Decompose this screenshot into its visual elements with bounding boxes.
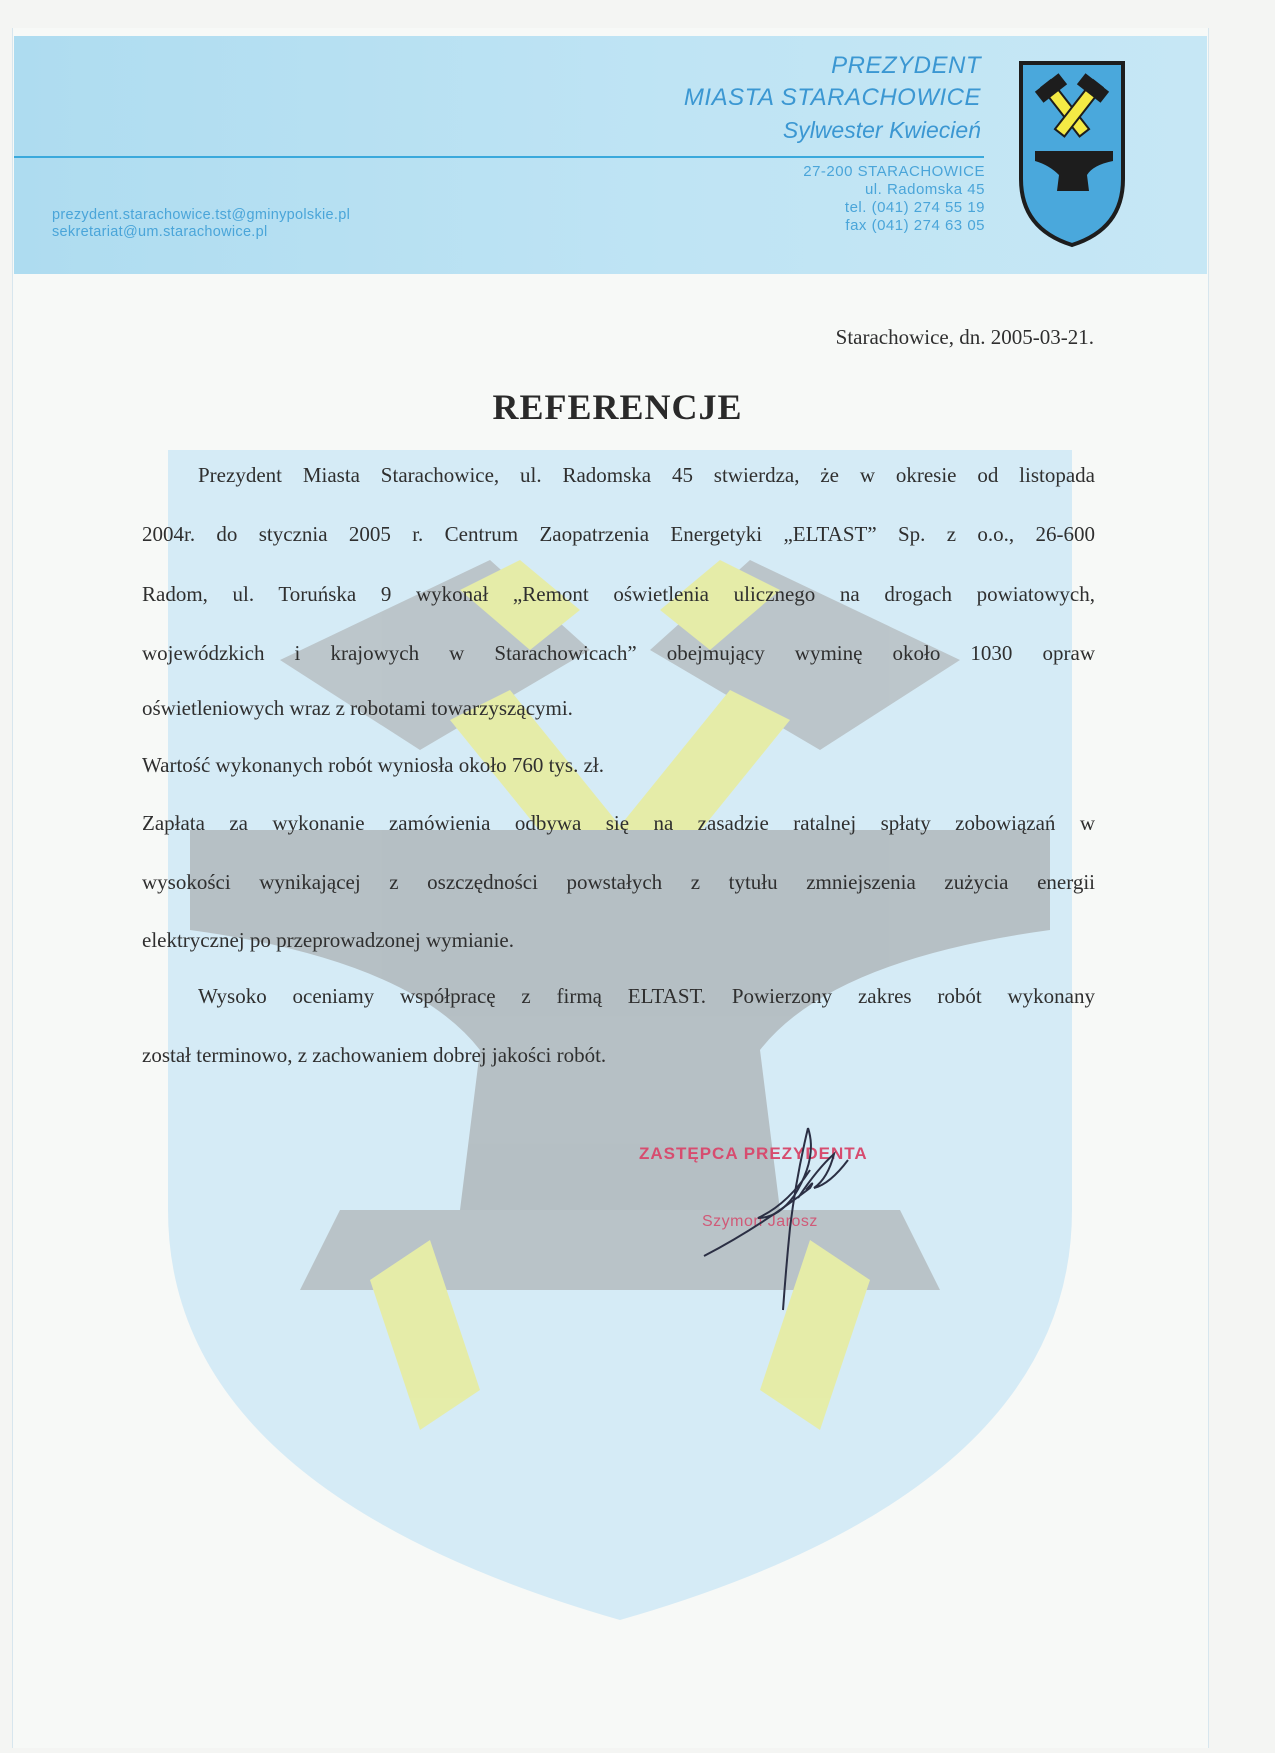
signature-icon bbox=[698, 1118, 878, 1318]
stamp-role: ZASTĘPCA PREZYDENTA bbox=[639, 1144, 868, 1163]
letterhead-emails bbox=[52, 207, 350, 241]
body-line-1: Prezydent Miasta Starachowice, ul. Radomska 45 stwierdza, że w okresie od listopada bbox=[198, 463, 1095, 487]
address-street: ul. Radomska 45 bbox=[864, 181, 985, 198]
email-secretariat: sekretariat@um.starachowice.pl bbox=[52, 224, 268, 240]
address-tel: tel. (041) 274 55 19 bbox=[844, 199, 985, 216]
letter-title: REFERENCJE bbox=[492, 387, 743, 427]
body-line-5: oświetleniowych wraz z robotami towarzyszącymi. bbox=[142, 696, 573, 720]
letterhead-title-line2: MIASTA STARACHOWICE bbox=[683, 84, 981, 111]
body-line-2: 2004r. do stycznia 2005 r. Centrum Zaopatrzenia Energetyki „ELTAST” Sp. z o.o., 26-600 bbox=[142, 522, 1095, 546]
email-primary: prezydent.starachowice.tst@gminypolskie.pl bbox=[52, 207, 351, 223]
address-fax: fax (041) 274 63 05 bbox=[845, 217, 985, 234]
crest-watermark-icon bbox=[160, 450, 1080, 1630]
body-line-4: wojewódzkich i krajowych w Starachowicach” obejmujący wyminę około 1030 opraw bbox=[142, 641, 1095, 665]
coat-of-arms-icon bbox=[1017, 59, 1127, 249]
letterhead-rule bbox=[14, 156, 984, 158]
letter-date: Starachowice, dn. 2005-03-21. bbox=[835, 325, 1094, 349]
body-line-8: wysokości wynikającej z oszczędności powstałych z tytułu zmniejszenia zużycia energii bbox=[142, 870, 1095, 894]
stamp-name: Szymon Jarosz bbox=[702, 1213, 818, 1230]
body-line-3: Radom, ul. Toruńska 9 wykonał „Remont oświetlenia ulicznego na drogach powiatowych, bbox=[142, 582, 1095, 606]
body-line-9: elektrycznej po przeprowadzonej wymianie. bbox=[142, 928, 515, 952]
body-line-11: został terminowo, z zachowaniem dobrej jakości robót. bbox=[142, 1043, 607, 1067]
letterhead-mayor-name: Sylwester Kwiecień bbox=[782, 117, 981, 143]
address-city: 27-200 STARACHOWICE bbox=[803, 163, 985, 180]
body-line-7: Zapłata za wykonanie zamówienia odbywa się na zasadzie ratalnej spłaty zobowiązań w bbox=[142, 811, 1095, 835]
letterhead-title-line1: PREZYDENT bbox=[831, 52, 981, 79]
body-line-6: Wartość wykonanych robót wyniosła około 760 tys. zł. bbox=[142, 753, 604, 777]
body-line-10: Wysoko oceniamy współpracę z firmą ELTAST. Powierzony zakres robót wykonany bbox=[198, 984, 1095, 1008]
